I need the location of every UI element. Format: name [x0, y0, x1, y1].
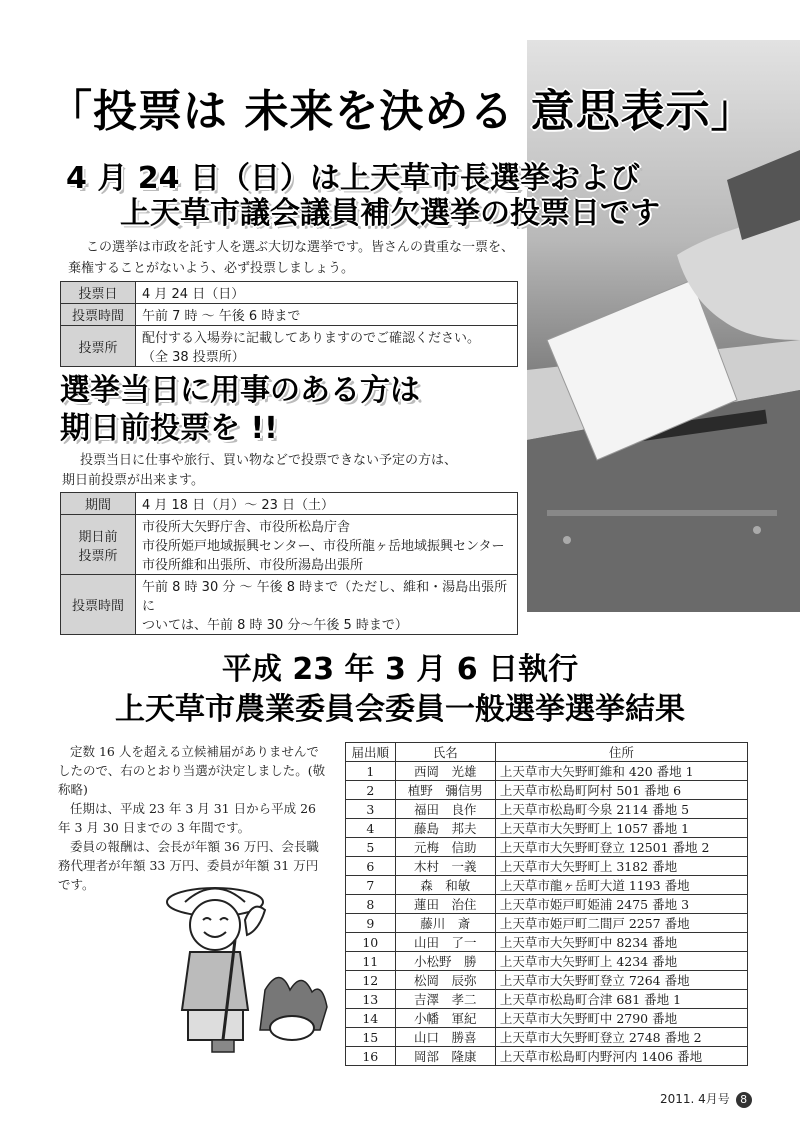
- cell-address: 上天草市大矢野町登立 2748 番地 2: [495, 1028, 747, 1047]
- cell-order: 14: [346, 1009, 396, 1028]
- results-para1-line1: 定数 16 人を超える立候補届がありませんで: [70, 744, 319, 759]
- early-place-value: [136, 515, 518, 575]
- cell-address: 上天草市大矢野町維和 420 番地 1: [495, 762, 747, 781]
- cell-name: 松岡 辰弥: [395, 971, 495, 990]
- cell-address: 上天草市松島町合津 681 番地 1: [495, 990, 747, 1009]
- table-row: [61, 326, 518, 367]
- table-row: [61, 493, 518, 515]
- cell-order: 6: [346, 857, 396, 876]
- table-row: [346, 781, 748, 800]
- cell-order: 10: [346, 933, 396, 952]
- early-place-line1: 市役所大矢野庁舎、市役所松島庁舎: [142, 520, 351, 535]
- results-para2-line1: 任期は、平成 23 年 3 月 31 日から平成 26: [70, 801, 316, 816]
- header-address: 住所: [495, 743, 747, 762]
- cell-order: 15: [346, 1028, 396, 1047]
- cell-order: 11: [346, 952, 396, 971]
- table-row: [346, 895, 748, 914]
- cell-name: 木村 一義: [395, 857, 495, 876]
- cell-name: 植野 彌信男: [395, 781, 495, 800]
- election-intro-line1: この選挙は市政を託す人を選ぶ大切な選挙です。皆さんの貴重な一票を、: [86, 240, 514, 255]
- cell-order: 5: [346, 838, 396, 857]
- early-place-label: [61, 515, 136, 575]
- table-row: [346, 933, 748, 952]
- election-place-value: [136, 326, 518, 367]
- results-para3-line3: です。: [58, 877, 95, 892]
- table-row: [346, 1028, 748, 1047]
- early-headline-line1: 選挙当日に用事のある方は: [60, 373, 420, 408]
- cell-name: 森 和敏: [395, 876, 495, 895]
- cell-address: 上天草市大矢野町登立 12501 番地 2: [495, 838, 747, 857]
- cell-order: 7: [346, 876, 396, 895]
- results-title-line2: 上天草市農業委員会委員一般選挙選挙結果: [115, 692, 685, 727]
- early-hours-line2: ついては、午前 8 時 30 分～午後 5 時まで）: [142, 618, 408, 633]
- cell-address: 上天草市姫戸町二間戸 2257 番地: [495, 914, 747, 933]
- early-period-label: 期間: [61, 493, 136, 515]
- cell-order: 3: [346, 800, 396, 819]
- early-place-label-line1: 期日前: [78, 529, 118, 545]
- election-hours-value: 午前 7 時 ～ 午後 6 時まで: [136, 304, 518, 326]
- table-row: [346, 952, 748, 971]
- results-description: [58, 742, 338, 894]
- early-hours-value: [136, 575, 518, 635]
- cell-address: 上天草市大矢野町上 4234 番地: [495, 952, 747, 971]
- results-para3-line1: 委員の報酬は、会長が年額 36 万円、会長職: [70, 839, 319, 854]
- election-date-value: 4 月 24 日（日）: [136, 282, 518, 304]
- early-hours-line1: 午前 8 時 30 分 ～ 午後 8 時まで（ただし、維和・湯島出張所に: [142, 580, 508, 614]
- cell-address: 上天草市姫戸町姫浦 2475 番地 3: [495, 895, 747, 914]
- cell-order: 1: [346, 762, 396, 781]
- cell-name: 藤川 斎: [395, 914, 495, 933]
- table-row: [61, 304, 518, 326]
- early-intro-line2: 期日前投票が出来ます。: [62, 473, 204, 488]
- cell-order: 4: [346, 819, 396, 838]
- table-row: [346, 914, 748, 933]
- table-row: [61, 282, 518, 304]
- cell-address: 上天草市龍ヶ岳町大道 1193 番地: [495, 876, 747, 895]
- cell-address: 上天草市大矢野町中 8234 番地: [495, 933, 747, 952]
- table-row: [346, 762, 748, 781]
- table-row: [346, 857, 748, 876]
- cell-name: 藤島 邦夫: [395, 819, 495, 838]
- issue-label: 2011. 4月号: [660, 1092, 730, 1106]
- election-info-table: [60, 281, 518, 367]
- early-headline-line2: 期日前投票を !!: [60, 411, 278, 446]
- table-row: [61, 515, 518, 575]
- cell-address: 上天草市大矢野町中 2790 番地: [495, 1009, 747, 1028]
- page-number: 8: [736, 1092, 752, 1108]
- early-period-value: 4 月 18 日（月）～ 23 日（土）: [136, 493, 518, 515]
- cell-address: 上天草市大矢野町上 1057 番地 1: [495, 819, 747, 838]
- cell-name: 蓮田 治住: [395, 895, 495, 914]
- table-header-row: [346, 743, 748, 762]
- early-place-line2: 市役所姫戸地域振興センター、市役所龍ヶ岳地域振興センター: [142, 539, 505, 554]
- table-row: [61, 575, 518, 635]
- cell-name: 吉澤 孝二: [395, 990, 495, 1009]
- cell-address: 上天草市松島町今泉 2114 番地 5: [495, 800, 747, 819]
- cell-name: 小松野 勝: [395, 952, 495, 971]
- election-date-label: 投票日: [61, 282, 136, 304]
- cell-name: 岡部 隆康: [395, 1047, 495, 1066]
- election-place-label: 投票所: [61, 326, 136, 367]
- cell-address: 上天草市松島町内野河内 1406 番地: [495, 1047, 747, 1066]
- election-place-line1: 配付する入場券に記載してありますのでご確認ください。: [142, 331, 481, 346]
- table-row: [346, 971, 748, 990]
- election-headline-line1: 4 月 24 日（日）は上天草市長選挙および: [66, 161, 640, 196]
- header-order: 届出順: [346, 743, 396, 762]
- results-para2-line2: 年 3 月 30 日までの 3 年間です。: [58, 820, 251, 835]
- election-intro-line2: 棄権することがないよう、必ず投票しましょう。: [68, 261, 355, 276]
- page-footer: [660, 1090, 752, 1108]
- results-para1-line2: したので、右のとおり当選が決定しました。(敬: [58, 763, 326, 778]
- main-title: 「投票は 未来を決める 意思表示」: [48, 86, 756, 137]
- election-hours-label: 投票時間: [61, 304, 136, 326]
- farmer-illustration: [160, 880, 330, 1055]
- table-row: [346, 1009, 748, 1028]
- cell-order: 2: [346, 781, 396, 800]
- results-para1-line3: 称略): [58, 782, 88, 797]
- election-place-line2: （全 38 投票所）: [142, 350, 245, 365]
- table-row: [346, 876, 748, 895]
- early-place-line3: 市役所維和出張所、市役所湯島出張所: [142, 558, 364, 573]
- cell-name: 小幡 軍紀: [395, 1009, 495, 1028]
- cell-order: 8: [346, 895, 396, 914]
- cell-order: 13: [346, 990, 396, 1009]
- cell-order: 16: [346, 1047, 396, 1066]
- early-hours-label: 投票時間: [61, 575, 136, 635]
- table-row: [346, 838, 748, 857]
- cell-name: 西岡 光雄: [395, 762, 495, 781]
- cell-name: 福田 良作: [395, 800, 495, 819]
- early-intro-line1: 投票当日に仕事や旅行、買い物などで投票できない予定の方は、: [80, 453, 458, 468]
- results-table: [345, 742, 748, 1066]
- cell-order: 12: [346, 971, 396, 990]
- table-row: [346, 800, 748, 819]
- election-headline-line2: 上天草市議会議員補欠選挙の投票日です: [120, 196, 660, 231]
- early-place-label-line2: 投票所: [78, 548, 118, 564]
- cell-address: 上天草市大矢野町登立 7264 番地: [495, 971, 747, 990]
- early-info-table: [60, 492, 518, 635]
- cell-name: 山田 了一: [395, 933, 495, 952]
- cell-name: 山口 勝喜: [395, 1028, 495, 1047]
- cell-address: 上天草市大矢野町上 3182 番地: [495, 857, 747, 876]
- table-row: [346, 819, 748, 838]
- header-name: 氏名: [395, 743, 495, 762]
- results-title-line1: 平成 23 年 3 月 6 日執行: [221, 652, 579, 687]
- cell-order: 9: [346, 914, 396, 933]
- results-para3-line2: 務代理者が年額 33 万円、委員が年額 31 万円: [58, 858, 319, 873]
- table-row: [346, 990, 748, 1009]
- cell-address: 上天草市松島町阿村 501 番地 6: [495, 781, 747, 800]
- cell-name: 元梅 信助: [395, 838, 495, 857]
- table-row: [346, 1047, 748, 1066]
